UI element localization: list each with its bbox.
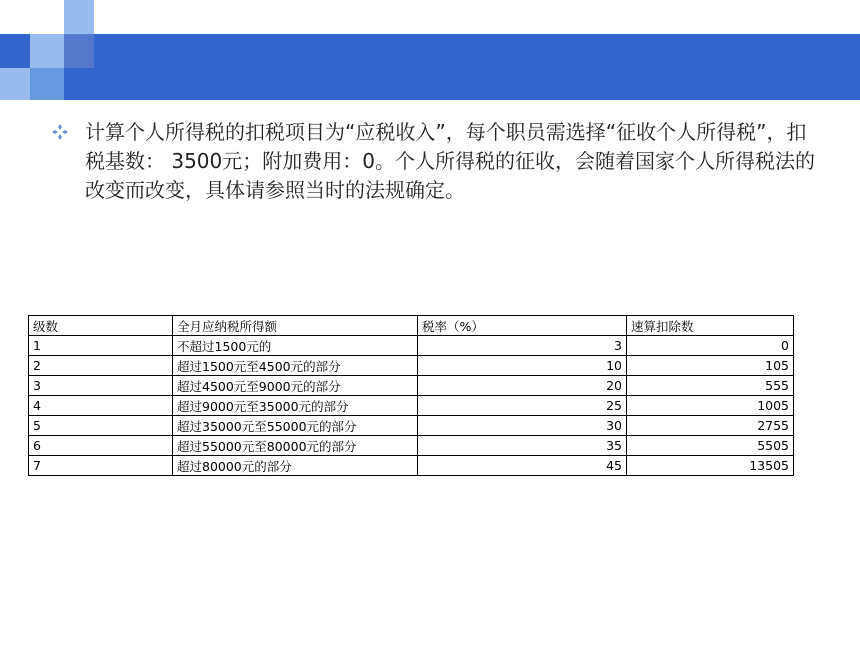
table-row: [29, 336, 794, 356]
header-square: [30, 68, 64, 100]
tax-rate-table: [28, 315, 794, 476]
cell-income: 超过4500元至9000元的部分: [173, 376, 418, 396]
table-row: [29, 456, 794, 476]
table-row: [29, 396, 794, 416]
cell-level: 2: [29, 356, 173, 376]
cell-deduction: 5505: [627, 436, 794, 456]
header-square: [0, 68, 30, 100]
header-square: [64, 0, 94, 34]
cell-deduction: 1005: [627, 396, 794, 416]
table-row: [29, 416, 794, 436]
table-row: [29, 356, 794, 376]
cell-level: 4: [29, 396, 173, 416]
header-band: [0, 34, 860, 100]
cell-deduction: 555: [627, 376, 794, 396]
column-header-level: 级数: [29, 316, 173, 336]
cell-rate: 45: [418, 456, 627, 476]
bullet-paragraph: 计算个人所得税的扣税项目为“应税收入”，每个职员需选择“征收个人所得税”，扣税基数： 3500元；附加费用：0。个人所得税的征收，会随着国家个人所得税法的改变而改变，具体请参照当时的法规确定。: [85, 120, 815, 202]
cell-level: 1: [29, 336, 173, 356]
cell-deduction: 13505: [627, 456, 794, 476]
cell-rate: 30: [418, 416, 627, 436]
cell-level: 6: [29, 436, 173, 456]
cell-rate: 3: [418, 336, 627, 356]
column-header-rate: 税率（%）: [418, 316, 627, 336]
cell-deduction: 105: [627, 356, 794, 376]
header-square: [64, 34, 94, 68]
cell-income: 超过80000元的部分: [173, 456, 418, 476]
cell-level: 5: [29, 416, 173, 436]
cell-income: 超过35000元至55000元的部分: [173, 416, 418, 436]
diamond-bullet-icon: [52, 124, 68, 140]
header-square: [30, 34, 64, 68]
cell-income: 超过1500元至4500元的部分: [173, 356, 418, 376]
cell-rate: 20: [418, 376, 627, 396]
table-header-row: [29, 316, 794, 336]
cell-deduction: 0: [627, 336, 794, 356]
cell-income: 不超过1500元的: [173, 336, 418, 356]
cell-level: 7: [29, 456, 173, 476]
column-header-deduction: 速算扣除数: [627, 316, 794, 336]
cell-income: 超过55000元至80000元的部分: [173, 436, 418, 456]
cell-level: 3: [29, 376, 173, 396]
cell-rate: 35: [418, 436, 627, 456]
table-row: [29, 376, 794, 396]
column-header-income: 全月应纳税所得额: [173, 316, 418, 336]
table-row: [29, 436, 794, 456]
cell-deduction: 2755: [627, 416, 794, 436]
cell-rate: 25: [418, 396, 627, 416]
cell-income: 超过9000元至35000元的部分: [173, 396, 418, 416]
cell-rate: 10: [418, 356, 627, 376]
header-square: [0, 0, 30, 34]
